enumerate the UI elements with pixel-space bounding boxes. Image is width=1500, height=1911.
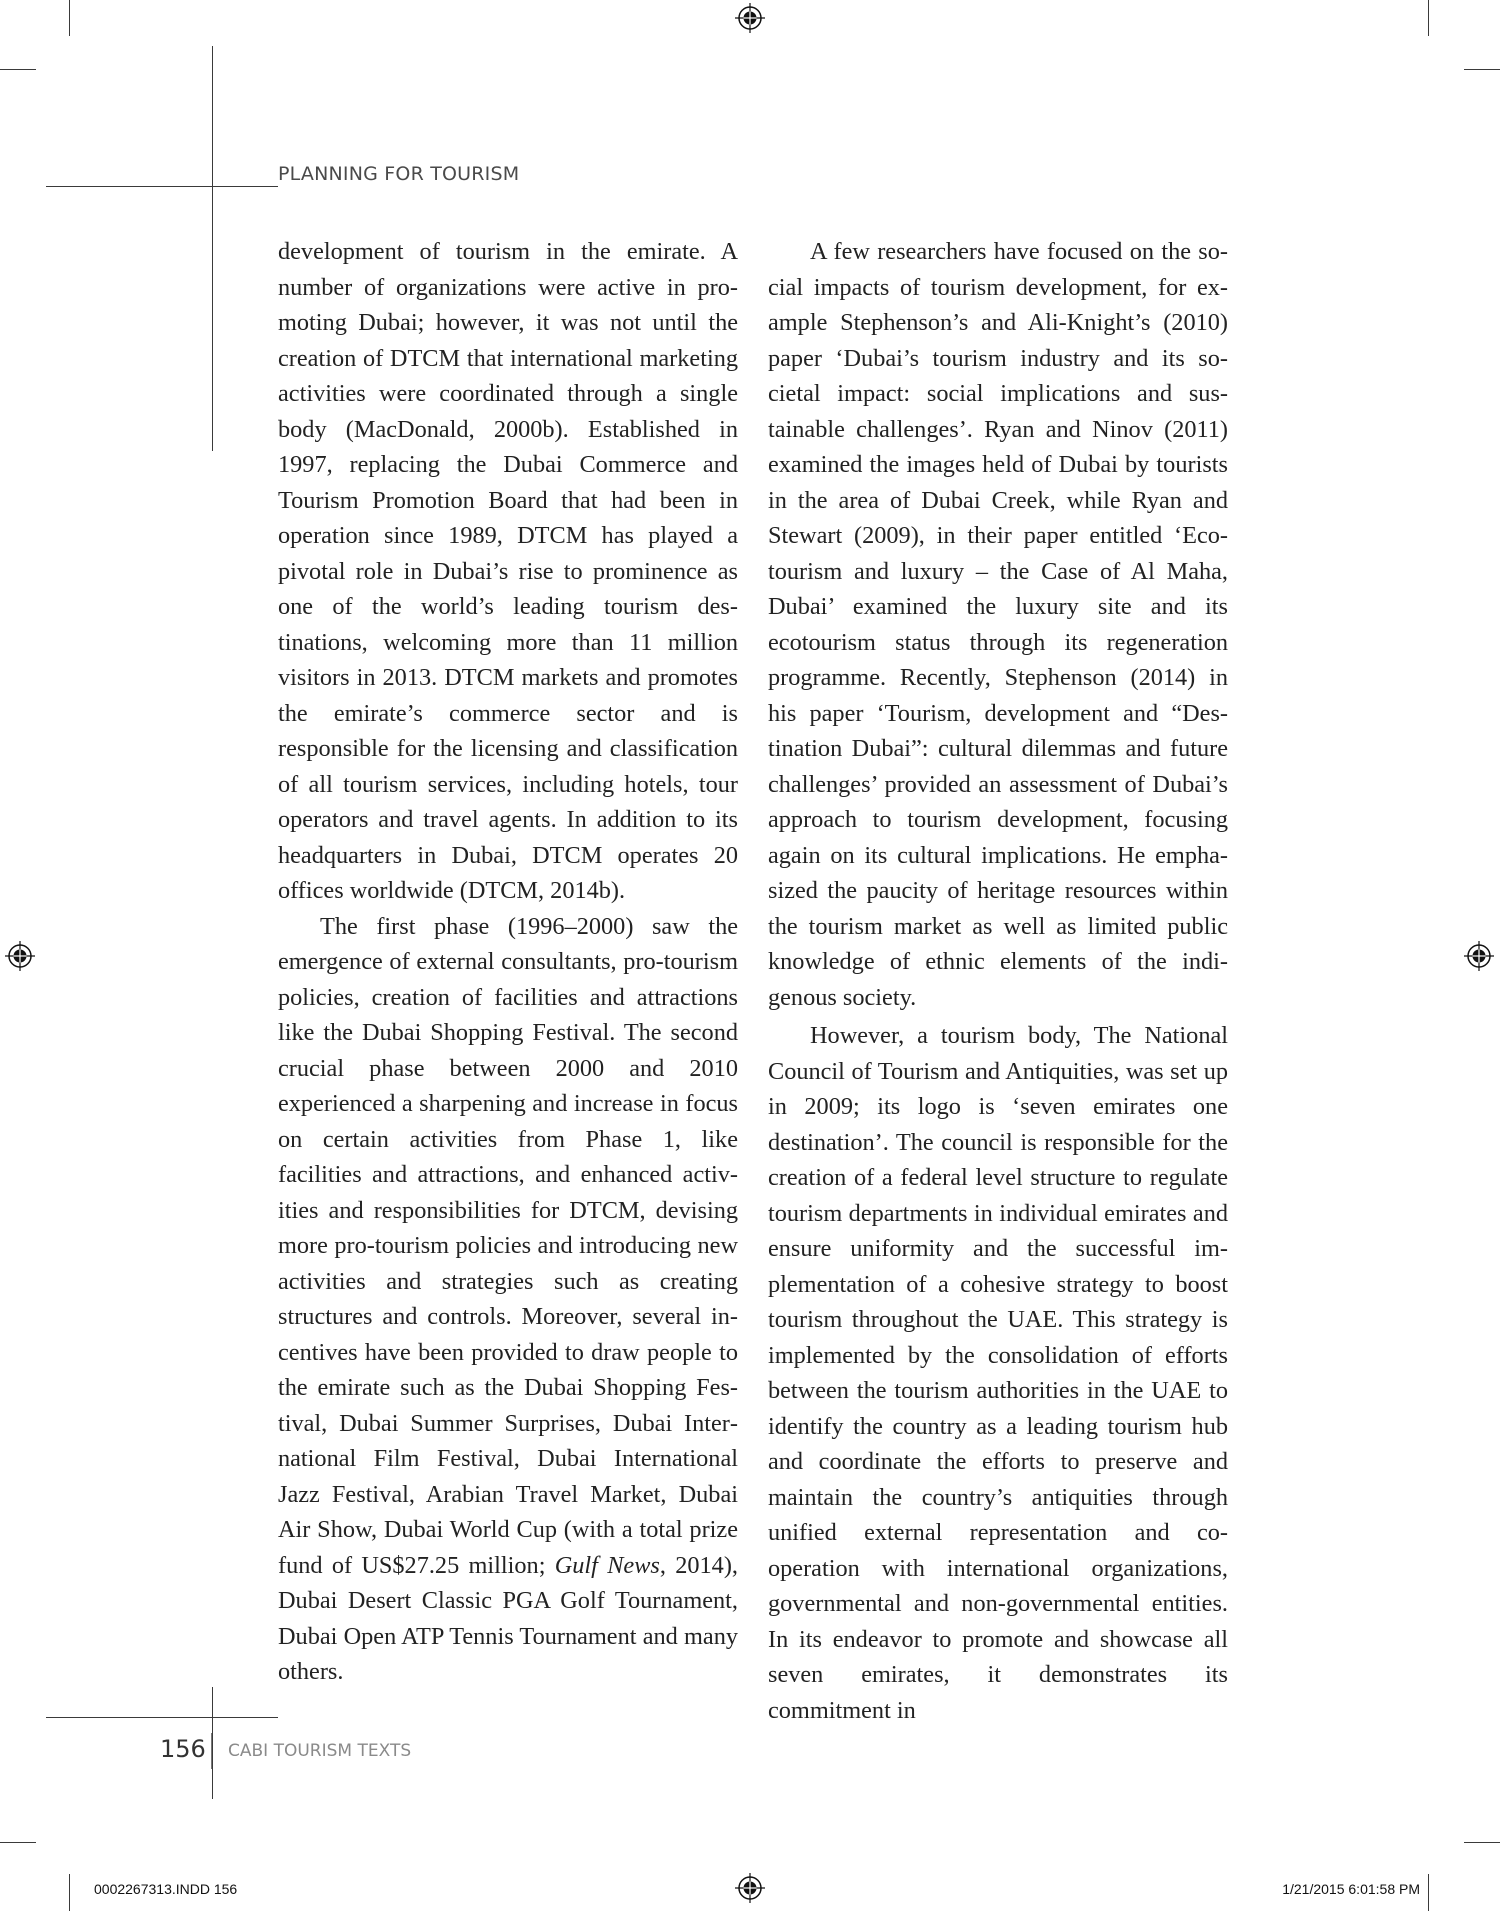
- registration-target-icon: [5, 941, 35, 971]
- paragraph: A few researchers have focused on the social impacts of tourism development, for example Stephenson’s and Ali-Knight’s (2010) paper ‘Dubai’s tourism industry and its societal impact: social implications and sustainable challenges’. Ryan and Ninov (2011) examined the images held of Dubai by tourists in the area of Dubai Creek, while Ryan and Stewart (2009), in their paper entitled ‘Eco-tourism and luxury – the Case of Al Maha, Dubai’ examined the luxury site and its ecotourism status through its regeneration programme. Recently, Stephenson (2014) in his paper ‘Tourism, development and “Destination Dubai”: cultural dilemmas and future challenges’ provided an assessment of Dubai’s approach to tourism development, focusing again on its cultural implications. He emphasized the paucity of heritage resources within the tourism market as well as limited public knowledge of ethnic elements of the indigenous society.: [768, 238, 1228, 1011]
- running-head: PLANNING FOR TOURISM: [278, 163, 520, 185]
- paragraph-text: , 2014), Dubai Desert Classic PGA Golf Tournament, Dubai Open ATP Tennis Tournament and many others.: [278, 1551, 738, 1685]
- series-title: CABI TOURISM TEXTS: [228, 1741, 412, 1761]
- crop-mark-left-bottom: [0, 1842, 36, 1843]
- crop-mark-top-right: [1428, 0, 1429, 36]
- paragraph: development of tourism in the emirate. A number of organizations were active in promoting Dubai; however, it was not until the creation of DTCM that international marketing activities were coordinated through a single body (MacDonald, 2000b). Established in 1997, replacing the Dubai Commerce and Tourism Promotion Board that had been in operation since 1989, DTCM has played a pivotal role in Dubai’s rise to prominence as one of the world’s leading tourism destinations, welcoming more than 11 million visitors in 2013. DTCM markets and promotes the emirate’s commerce sector and is responsible for the licensing and classification of all tourism services, including hotels, tour operators and travel agents. In addition to its headquarters in Dubai, DTCM operates 20 offices worldwide (DTCM, 2014b).: [278, 238, 738, 904]
- paragraph: [278, 909, 738, 1690]
- folio-rule: [46, 1717, 278, 1718]
- registration-target-icon: [735, 3, 765, 33]
- crop-mark-right-top: [1464, 69, 1500, 70]
- crop-mark-top-left: [69, 0, 70, 36]
- slug-file-name: 0002267313.INDD 156: [94, 1881, 238, 1897]
- crop-mark-bottom-right: [1428, 1874, 1429, 1911]
- margin-guide-top: [212, 46, 213, 451]
- paragraph: However, a tourism body, The National Council of Tourism and Antiquities, was set up in 2009; its logo is ‘seven emirates one destination’. The council is responsible for the creation of a federal level structure to regulate tourism departments in individual emirates and ensure uniformity and the successful implementation of a cohesive strategy to boost tourism throughout the UAE. This strategy is implemented by the consolidation of efforts between the tourism authorities in the UAE to identify the country as a leading tourism hub and coordinate the efforts to preserve and maintain the country’s antiquities through unified external representation and co-operation with international organizations, governmental and non-governmental entities. In its endeavor to promote and showcase all seven emirates, it demonstrates its commitment in: [768, 1022, 1228, 1724]
- registration-target-icon: [735, 1873, 765, 1903]
- slug-timestamp: 1/21/2015 6:01:58 PM: [1282, 1881, 1420, 1897]
- crop-mark-right-bottom: [1464, 1842, 1500, 1843]
- text-column-left: [278, 234, 738, 1690]
- registration-target-icon: [1464, 941, 1494, 971]
- text-column-right: [768, 234, 1228, 1728]
- italic-citation: Gulf News: [554, 1551, 660, 1579]
- running-head-rule: [46, 186, 278, 187]
- crop-mark-left-top: [0, 69, 36, 70]
- crop-mark-bottom-left: [69, 1874, 70, 1911]
- page-number: 156: [160, 1735, 206, 1763]
- folio-divider: [211, 1733, 212, 1769]
- paragraph-text: The first phase (1996–2000) saw the emergence of external consultants, pro-tourism policies, creation of facilities and attractions like the Dubai Shopping Festival. The second crucial phase between 2000 and 2010 experienced a sharpening and increase in focus on certain activities from Phase 1, like facilities and attractions, and enhanced activities and responsibilities for DTCM, devising more pro-tourism policies and introducing new activities and strategies such as creating structures and controls. Moreover, several incentives have been provided to draw people to the emirate such as the Dubai Shopping Festival, Dubai Summer Surprises, Dubai International Film Festival, Dubai International Jazz Festival, Arabian Travel Market, Dubai Air Show, Dubai World Cup (with a total prize fund of US$27.25 million;: [278, 912, 738, 1579]
